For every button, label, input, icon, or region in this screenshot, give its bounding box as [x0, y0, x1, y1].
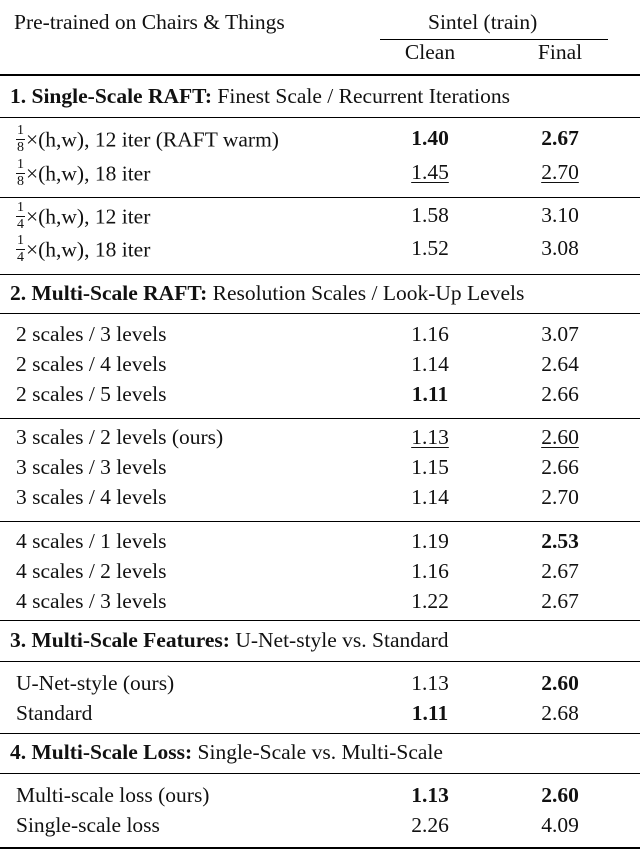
row-label: 2 scales / 5 levels — [16, 382, 167, 406]
final-value: 2.67 — [541, 559, 579, 583]
row-label: 2 scales / 4 levels — [16, 352, 167, 376]
section-rule — [0, 773, 640, 774]
row-label: U-Net-style (ours) — [16, 671, 175, 695]
clean-value: 1.14 — [411, 485, 449, 509]
section-2-title: 2. Multi-Scale RAFT: Resolution Scales / Look-Up Levels — [10, 281, 525, 305]
final-value: 2.60 — [541, 425, 579, 449]
group-rule — [0, 521, 640, 522]
final-value: 2.66 — [541, 455, 579, 479]
pretrained-header: Pre-trained on Chairs & Things — [14, 10, 285, 34]
row-label: 2 scales / 3 levels — [16, 322, 167, 346]
clean-value: 1.52 — [411, 236, 449, 260]
group-rule — [0, 197, 640, 198]
section-rule — [0, 274, 640, 275]
final-value: 2.68 — [541, 701, 579, 725]
clean-value: 2.26 — [411, 813, 449, 837]
clean-value: 1.40 — [411, 126, 449, 150]
final-value: 3.07 — [541, 322, 579, 346]
row-label: 3 scales / 2 levels (ours) — [16, 425, 224, 449]
row-label: Multi-scale loss (ours) — [16, 783, 210, 807]
final-value: 2.67 — [541, 589, 579, 613]
row-label: 4 scales / 1 levels — [16, 529, 167, 553]
final-value: 2.60 — [541, 671, 579, 695]
clean-value: 1.45 — [411, 160, 449, 184]
section-rule — [0, 117, 640, 118]
row-label: 3 scales / 4 levels — [16, 485, 167, 509]
section-rule — [0, 733, 640, 734]
section-1-title: 1. Single-Scale RAFT: Finest Scale / Recurrent Iterations — [10, 84, 510, 108]
group-rule — [0, 418, 640, 419]
final-value: 2.70 — [541, 485, 579, 509]
clean-column-header: Clean — [404, 40, 456, 64]
clean-value: 1.13 — [411, 671, 449, 695]
fraction: $\frac{1}{4}$ — [17, 233, 24, 265]
clean-value: 1.11 — [411, 382, 449, 406]
bottom-rule — [0, 847, 640, 849]
row-label: $\frac{1}{4}$ ×(h,w), 12 iter — [17, 200, 151, 232]
row-label: $\frac{1}{8}$ ×(h,w), 18 iter — [17, 157, 151, 189]
final-value: 2.70 — [541, 160, 579, 184]
final-value: 4.09 — [541, 813, 579, 837]
section-3-title: 3. Multi-Scale Features: U-Net-style vs. Standard — [10, 628, 449, 652]
fraction: $\frac{1}{8}$ — [17, 157, 24, 189]
section-rule — [0, 620, 640, 621]
sintel-group-header: Sintel (train) — [428, 10, 538, 34]
row-label: Single-scale loss — [16, 813, 160, 837]
clean-value: 1.22 — [411, 589, 449, 613]
row-label: $\frac{1}{8}$ ×(h,w), 12 iter (RAFT warm) — [17, 123, 279, 155]
fraction: $\frac{1}{8}$ — [17, 123, 24, 155]
section-4-title: 4. Multi-Scale Loss: Single-Scale vs. Multi-Scale — [10, 740, 443, 764]
final-value: 2.67 — [541, 126, 579, 150]
clean-value: 1.13 — [411, 783, 449, 807]
row-label: 3 scales / 3 levels — [16, 455, 167, 479]
clean-value: 1.13 — [411, 425, 449, 449]
final-value: 2.53 — [541, 529, 579, 553]
row-label: $\frac{1}{4}$ ×(h,w), 18 iter — [17, 233, 151, 265]
clean-value: 1.15 — [411, 455, 449, 479]
final-value: 3.08 — [541, 236, 579, 260]
final-value: 2.64 — [541, 352, 579, 376]
clean-value: 1.16 — [411, 559, 449, 583]
final-value: 3.10 — [541, 203, 579, 227]
final-column-header: Final — [537, 40, 583, 64]
final-value: 2.60 — [541, 783, 579, 807]
clean-value: 1.14 — [411, 352, 449, 376]
section-rule — [0, 661, 640, 662]
fraction: $\frac{1}{4}$ — [17, 200, 24, 232]
clean-value: 1.19 — [411, 529, 449, 553]
row-label: Standard — [16, 701, 93, 725]
header-rule — [0, 74, 640, 76]
row-label: 4 scales / 3 levels — [16, 589, 167, 613]
row-label: 4 scales / 2 levels — [16, 559, 167, 583]
clean-value: 1.58 — [411, 203, 449, 227]
section-rule — [0, 313, 640, 314]
clean-value: 1.11 — [411, 701, 449, 725]
clean-value: 1.16 — [411, 322, 449, 346]
final-value: 2.66 — [541, 382, 579, 406]
